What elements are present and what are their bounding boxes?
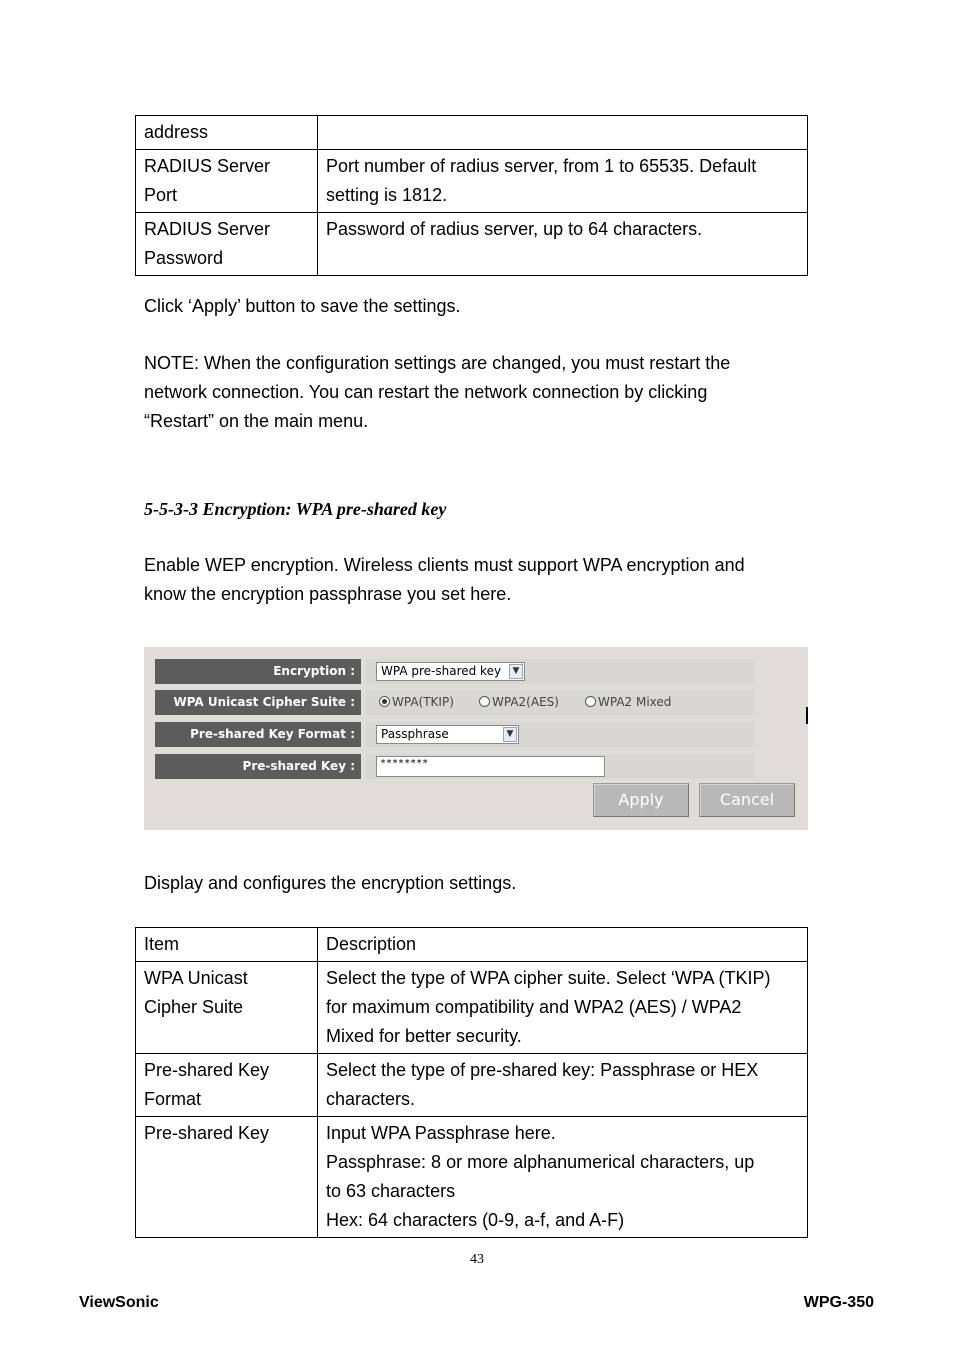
cell-line: Cipher Suite bbox=[144, 997, 244, 1017]
encryption-label: Encryption : bbox=[155, 659, 361, 684]
cipher-field bbox=[366, 690, 755, 715]
encryption-field bbox=[366, 659, 755, 684]
table-header-item: Item bbox=[136, 928, 318, 962]
cell-line: Port bbox=[144, 185, 178, 205]
note-line: network connection. You can restart the network connection by clicking bbox=[144, 382, 708, 402]
table-header-row bbox=[136, 928, 808, 962]
apply-button[interactable]: Apply bbox=[593, 783, 689, 817]
footer-model: WPG-350 bbox=[803, 1294, 874, 1311]
cell-line: Hex: 64 characters (0-9, a-f, and A-F) bbox=[326, 1210, 625, 1230]
cell-line: Format bbox=[144, 1089, 202, 1109]
table-row bbox=[136, 116, 808, 150]
page-number: 43 bbox=[470, 1252, 484, 1267]
cell-line: characters. bbox=[326, 1089, 416, 1109]
key-format-select[interactable] bbox=[376, 725, 519, 744]
table-cell-desc bbox=[318, 1054, 808, 1117]
cell-line: Select the type of WPA cipher suite. Select ‘WPA (TKIP) bbox=[326, 968, 771, 988]
cell-line: Pre-shared Key bbox=[144, 1123, 270, 1143]
radio-selected-icon[interactable] bbox=[379, 696, 390, 707]
cell-line: Passphrase: 8 or more alphanumerical characters, up bbox=[326, 1152, 755, 1172]
cell-line: Password of radius server, up to 64 characters. bbox=[326, 219, 703, 239]
cell-line: to 63 characters bbox=[326, 1181, 456, 1201]
cell-line: Select the type of pre-shared key: Passphrase or HEX bbox=[326, 1060, 759, 1080]
table-cell-desc bbox=[318, 962, 808, 1054]
display-text: Display and configures the encryption settings. bbox=[144, 873, 517, 893]
cell-line: Password bbox=[144, 248, 224, 268]
radio-label: WPA2(AES) bbox=[492, 695, 559, 709]
radius-table bbox=[135, 115, 808, 276]
radio-label: WPA(TKIP) bbox=[392, 695, 454, 709]
cell-line: RADIUS Server bbox=[144, 219, 271, 239]
intro-paragraph bbox=[144, 551, 804, 609]
table-row bbox=[136, 962, 808, 1054]
radio-label: WPA2 Mixed bbox=[598, 695, 672, 709]
table-cell-desc bbox=[318, 1117, 808, 1238]
cell-line: for maximum compatibility and WPA2 (AES) / WPA2 bbox=[326, 997, 742, 1017]
radio-wpa2-aes[interactable] bbox=[479, 694, 559, 710]
encryption-select[interactable] bbox=[376, 662, 525, 681]
table-cell-item bbox=[136, 213, 318, 276]
key-format-field bbox=[366, 722, 755, 747]
margin-mark bbox=[806, 707, 808, 724]
cipher-label: WPA Unicast Cipher Suite : bbox=[155, 690, 361, 715]
key-format-label: Pre-shared Key Format : bbox=[155, 722, 361, 747]
table-cell-item bbox=[136, 150, 318, 213]
cipher-row bbox=[155, 690, 755, 715]
key-format-row bbox=[155, 722, 755, 747]
key-field bbox=[366, 754, 755, 779]
encryption-settings-screenshot bbox=[144, 647, 808, 830]
table-cell-item bbox=[136, 962, 318, 1054]
table-header-desc: Description bbox=[318, 928, 808, 962]
note-line: NOTE: When the configuration settings are changed, you must restart the bbox=[144, 353, 731, 373]
table-cell-desc bbox=[318, 116, 808, 150]
restart-note bbox=[144, 349, 804, 436]
apply-instruction: Click ‘Apply’ button to save the settings. bbox=[144, 296, 461, 316]
table-row bbox=[136, 150, 808, 213]
key-label: Pre-shared Key : bbox=[155, 754, 361, 779]
intro-line: know the encryption passphrase you set here. bbox=[144, 584, 512, 604]
table-row bbox=[136, 1054, 808, 1117]
table-cell-desc bbox=[318, 213, 808, 276]
chevron-down-icon[interactable]: ▼ bbox=[503, 727, 517, 742]
encryption-row bbox=[155, 659, 755, 684]
key-format-select-value: Passphrase bbox=[381, 727, 449, 741]
encryption-select-value: WPA pre-shared key bbox=[381, 664, 502, 678]
chevron-down-icon[interactable]: ▼ bbox=[509, 664, 523, 679]
intro-line: Enable WEP encryption. Wireless clients must support WPA encryption and bbox=[144, 555, 745, 575]
table-cell-item bbox=[136, 1054, 318, 1117]
cell-line: address bbox=[144, 122, 209, 142]
cell-line: Port number of radius server, from 1 to 65535. Default bbox=[326, 156, 757, 176]
radio-wpa2-mixed[interactable] bbox=[585, 694, 671, 710]
cell-line: Pre-shared Key bbox=[144, 1060, 270, 1080]
table-cell-item bbox=[136, 116, 318, 150]
table-cell-item bbox=[136, 1117, 318, 1238]
footer-brand: ViewSonic bbox=[79, 1294, 159, 1311]
table-row bbox=[136, 213, 808, 276]
key-row bbox=[155, 754, 755, 779]
table-row bbox=[136, 1117, 808, 1238]
radio-wpa-tkip[interactable] bbox=[379, 694, 454, 710]
cancel-button[interactable]: Cancel bbox=[699, 783, 795, 817]
cell-line: Input WPA Passphrase here. bbox=[326, 1123, 556, 1143]
cell-line: Mixed for better security. bbox=[326, 1026, 522, 1046]
cell-line: RADIUS Server bbox=[144, 156, 271, 176]
radio-unselected-icon[interactable] bbox=[479, 696, 490, 707]
pre-shared-key-input[interactable]: ******** bbox=[376, 756, 605, 777]
table-cell-desc bbox=[318, 150, 808, 213]
cell-line: setting is 1812. bbox=[326, 185, 448, 205]
encryption-settings-table bbox=[135, 927, 808, 1238]
cell-line: WPA Unicast bbox=[144, 968, 248, 988]
section-heading: 5-5-3-3 Encryption: WPA pre-shared key bbox=[144, 499, 447, 519]
note-line: “Restart” on the main menu. bbox=[144, 411, 369, 431]
radio-unselected-icon[interactable] bbox=[585, 696, 596, 707]
